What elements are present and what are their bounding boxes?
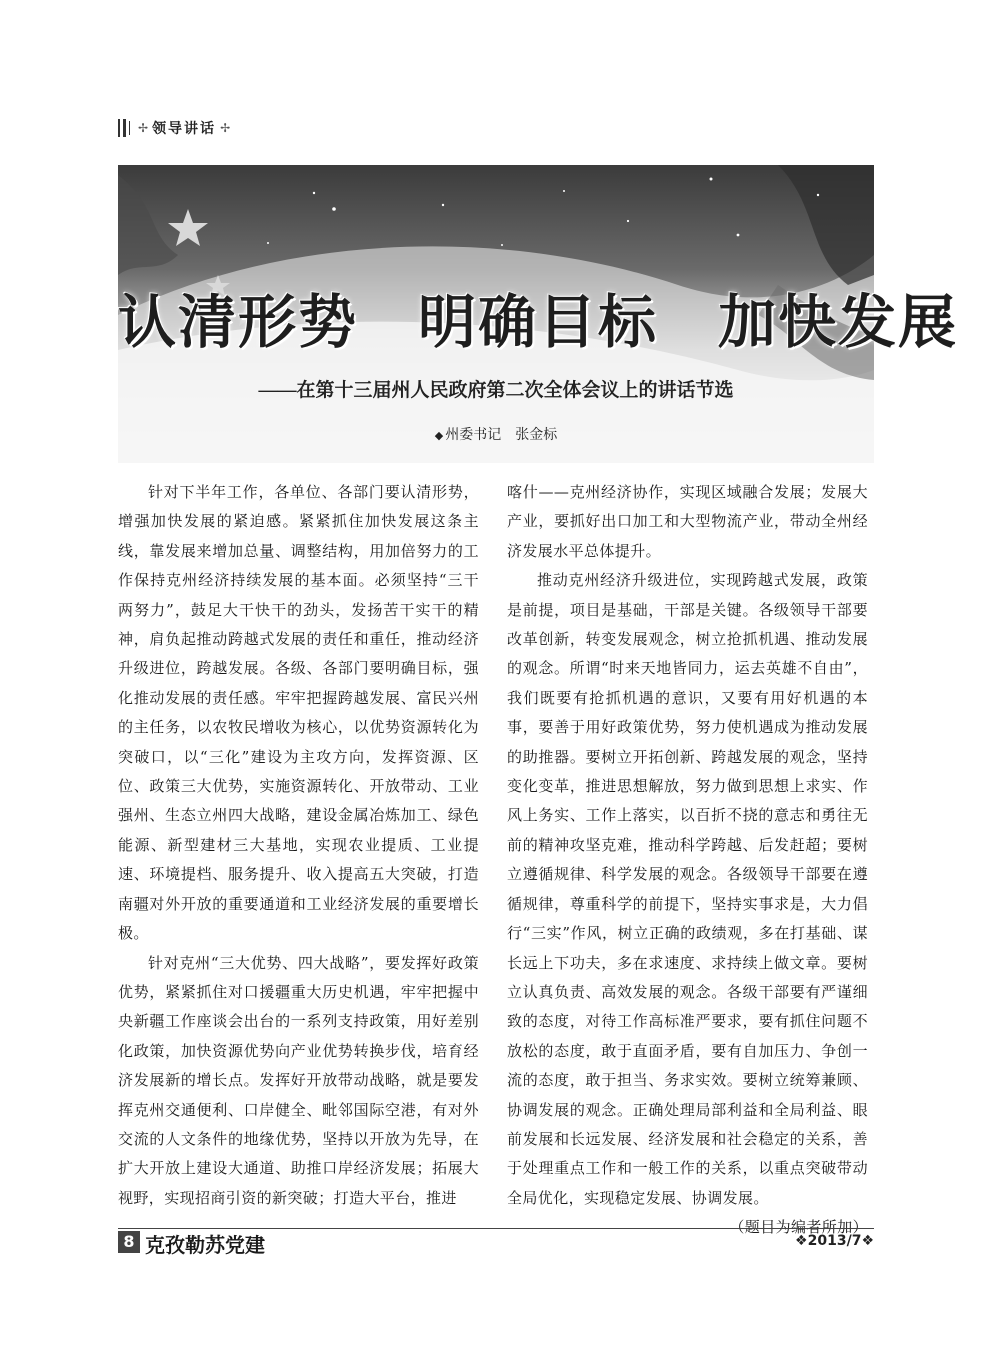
body-paragraph: 针对克州“三大优势、四大战略”，要发挥好政策优势，紧紧抓住对口援疆重大历史机遇，牢牢把握中央新疆工作座谈会出台的一系列支持政策，用好差别化政策，加快资源优势向产业优势转换步伐，培育经济发展新的增长点。发挥好开放带动战略，就是要发挥克州交通便利、口岸健全、毗邻国际空港，有对外交流的人文条件的地缘优势，坚持以开放为先导，在扩大开放上建设大通道、助推口岸经济发展；拓展大视野，实现招商引资的新突破；打造大平台，推进 xyxy=(118,953,479,1207)
cross-icon: ✢ xyxy=(138,121,149,135)
body-paragraph xyxy=(507,566,868,1237)
cross-icon: ✢ xyxy=(220,121,231,135)
article-subtitle: ——在第十三届州人民政府第二次全体会议上的讲话节选 xyxy=(258,380,734,401)
diamond-icon: ❖ xyxy=(795,1233,808,1249)
body-paragraph: 针对下半年工作，各单位、各部门要认清形势，增强加快发展的紧迫感。紧紧抓住加快发展这条主线，靠发展来增加总量、调整结构，用加倍努力的工作保持克州经济持续发展的基本面。必须坚持“三干两努力”，鼓足大干快干的劲头，发扬苦干实干的精神，肩负起推动跨越式发展的责任和重任，推动经济升级进位，跨越发展。各级、各部门要明确目标，强化推动发展的责任感。牢牢把握跨越发展、富民兴州的主任务，以农牧民增收为核心，以优势资源转化为突破口，以“三化”建设为主攻方向，发挥资源、区位、政策三大优势，实施资源转化、开放带动、工业强州、生态立州四大战略，建设金属冶炼加工、绿色能源、新型建材三大基地，实现农业提质、工业提速、环境提档、服务提升、收入提高五大突破，打造南疆对外开放的重要通道和工业经济发展的重要增长极。 xyxy=(118,483,479,943)
diamond-icon: ◆ xyxy=(434,429,444,442)
body-paragraph-text: 推动克州经济升级进位，实现跨越式发展，政策是前提，项目是基础，干部是关键。各级领导干部要改革创新，转变发展观念，树立抢抓机遇、推动发展的观念。所谓“时来天地皆同力，运去英雄不自由”，我们既要有抢抓机遇的意识，又要有用好机遇的本事，要善于用好政策优势，努力使机遇成为推动发展的助推器。要树立开拓创新、跨越发展的观念，坚持变化变革，推进思想解放，努力做到思想上求实、作风上务实、工作上落实，以百折不挠的意志和勇往无前的精神攻坚克难，推动科学跨越、后发赶超；要树立遵循规律、科学发展的观念。各级领导干部要在遵循规律，尊重科学的前提下，坚持实事求是，大力倡行“三实”作风，树立正确的政绩观，多在打基础、谋长远上下功夫，多在求速度、求持续上做文章。要树立认真负责、高效发展的观念。各级干部要有严谨细致的态度，对待工作高标准严要求，要有抓住问题不放松的态度，敢于直面矛盾，要有自加压力、争创一流的态度，敢于担当、务求实效。要树立统筹兼顾、协调发展的观念。正确处理局部利益和全局利益、眼前发展和长远发展、经济发展和社会稳定的关系，善于处理重点工作和一般工作的关系，以重点突破带动全局优化，实现稳定发展、协调发展。 xyxy=(507,571,868,1207)
diamond-icon: ❖ xyxy=(861,1233,874,1249)
body-paragraph-continued: 喀什——克州经济协作，实现区域融合发展；发展大产业，要抓好出口加工和大型物流产业，带动全州经济发展水平总体提升。 xyxy=(507,483,868,560)
editor-note: （题目为编者所加） xyxy=(729,1218,868,1237)
article-byline xyxy=(118,424,874,444)
article-banner xyxy=(118,165,959,463)
section-header xyxy=(118,118,268,138)
issue-text: 2013/7 xyxy=(807,1233,862,1249)
author-label: 州委书记 张金标 xyxy=(445,427,558,443)
bars-icon xyxy=(118,119,130,137)
section-label: 领导讲话 xyxy=(152,121,217,137)
body-column-right xyxy=(507,478,868,1243)
page-number: 8 xyxy=(118,1231,140,1253)
issue-label xyxy=(795,1233,874,1249)
article-title: 认清形势 明确目标 加快发展 xyxy=(118,288,959,356)
journal-name: 克孜勒苏党建 xyxy=(145,1233,265,1257)
body-column-left xyxy=(118,478,479,1213)
